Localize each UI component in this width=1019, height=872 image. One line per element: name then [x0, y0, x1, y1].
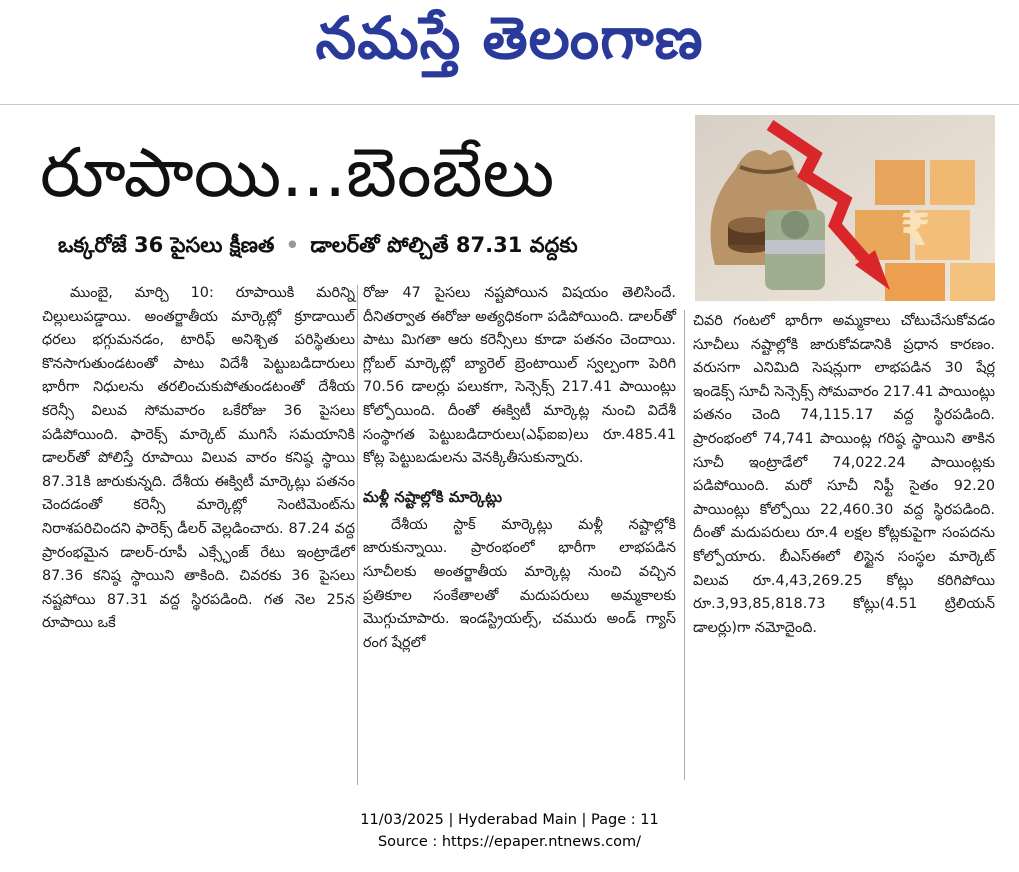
col2-paragraph-1: రోజు 47 పైసలు నష్టపోయిన విషయం తెలిసిందే. దీనితర్వాత ఈరోజు అత్యధికంగా పడిపోయింది. డాలర్‌తో పాటు మిగతా ఆరు కరెన్సీలు కూడా పతనం చెందాయి. గ్లోబల్ మార్కెట్లో బ్యారెల్ బ్రెంటాయిల్ స్వల్పంగా పెరిగి 70.56 డాలర్లు పలుకగా, సెన్సెక్స్ 217.41 పాయింట్లు కోల్పోయింది. దీంతో ఈక్విటీ మార్కెట్ల నుంచి విదేశీ సంస్థాగత పెట్టుబడిదారులు(ఎఫ్ఐఐ)లు రూ.485.41 కోట్ల పెట్టుబడులను వెనక్కితీసుకున్నారు. [363, 285, 676, 467]
column-divider [684, 310, 685, 780]
column-divider [357, 285, 358, 785]
subhead-part2: డాలర్‌తో పోల్చితే 87.31 వద్దకు [310, 233, 578, 257]
article-subhead [58, 233, 698, 263]
rupee-money-bag-photo [695, 115, 995, 301]
masthead-divider [0, 104, 1019, 105]
masthead [0, 0, 1019, 104]
col1-paragraph: ముంబై, మార్చి 10: రూపాయికి మరిన్ని చిల్లులుపడ్డాయి. అంతర్జాతీయ మార్కెట్లో క్రూడాయిల్ ధరలు భగ్గుమనడం, టారిఫ్ అనిశ్చిత పరిస్థితులు కొనసాగుతుండటంతో పాటు విదేశీ పెట్టుబడిదారులు భారీగా నిధులను తరలించుకుపోతుండటంతో దేశీయ కరెన్సీ విలువ సోమవారం ఒకేరోజు 36 పైసలు పడిపోయింది. ఫారెక్స్ మార్కెట్ ముగిసే సమయానికి డాలర్‌తో పోలిస్తే రూపాయి విలువ వారం కనిష్ఠ స్థాయి 87.31కి జారుకున్నది. దేశీయ ఈక్విటీ మార్కెట్లు పతనం చెందడంతో కరెన్సీ మార్కెట్లో సెంటిమెంట్‌ను నిరాశపరిచిందని ఫారెక్స్ డీలర్ వెల్లడించారు. 87.24 వద్ద ప్రారంభమైన డాలర్-రూపీ ఎక్స్ఛేంజ్ రేటు ఇంట్రాడేలో 87.36 కనిష్ఠ స్థాయిని తాకింది. చివరకు 36 పైసలు నష్టపోయి 87.31 వద్ద స్థిరపడింది. గత నెల 25న రూపాయి ఒకే [42, 285, 355, 632]
subhead-bullet: • [285, 233, 300, 257]
newspaper-title: నమస్తే తెలంగాణ [315, 4, 704, 72]
article-column-3 [693, 310, 995, 640]
article-headline: రూపాయి...బెంబేలు [40, 134, 555, 213]
article-column-1 [42, 282, 355, 636]
source-link[interactable]: Source : https://epaper.ntnews.com/ [377, 834, 642, 850]
col3-paragraph: చివరి గంటలో భారీగా అమ్మకాలు చోటుచేసుకోవడం సూచీలు నష్టాల్లోకి జారుకోవడానికి ప్రధాన కారణం. వరుసగా ఎనిమిది సెషన్లుగా లాభపడిన 30 షేర్ల ఇండెక్స్ సూచీ సెన్సెక్స్ సోమవారం 217.41 పాయింట్లు పతనం చెంది 74,115.17 వద్ద స్థిరపడింది. ప్రారంభంలో 74,741 పాయింట్ల గరిష్ఠ స్థాయిని తాకిన సూచీ ఇంట్రాడేలో 74,022.24 పాయింట్లకు పడిపోయింది. మరో సూచీ నిఫ్టీ సైతం 92.20 పాయింట్లు కోల్పోయి 22,460.30 వద్ద స్థిరపడింది. దీంతో మదుపరులు రూ.4 లక్షల కోట్లకుపైగా సంపదను కోల్పోయారు. బీఎస్ఈలో లిస్టైన సంస్థల మార్కెట్ విలువ రూ.4,43,269.25 కోట్లు కరిగిపోయి రూ.3,93,85,818.73 కోట్లు(4.51 ట్రిలియన్ డాలర్లు)గా నమోదైంది. [693, 313, 995, 636]
section-subheading: మళ్లీ నష్టాల్లోకి మార్కెట్లు [363, 487, 503, 506]
article-column-2 [363, 282, 676, 655]
col2-paragraph-2: దేశీయ స్టాక్ మార్కెట్లు మళ్లీ నష్టాల్లోకి జారుకున్నాయి. ప్రారంభంలో భారీగా లాభపడిన సూచీలకు అంతర్జాతీయ మార్కెట్ల నుంచి వచ్చిన ప్రతికూల సంకేతాలతో మదుపరులు అమ్మకాలకు మొగ్గుచూపారు. ఇండస్ట్రియల్స్, చమురు అండ్ గ్యాస్ రంగ షేర్లలో [363, 516, 676, 651]
edition-info: 11/03/2025 | Hyderabad Main | Page : 11 [360, 812, 659, 828]
subhead-part1: ఒక్కరోజే 36 పైసలు క్షీణత [58, 233, 275, 257]
svg-text:₹: ₹ [900, 205, 931, 256]
